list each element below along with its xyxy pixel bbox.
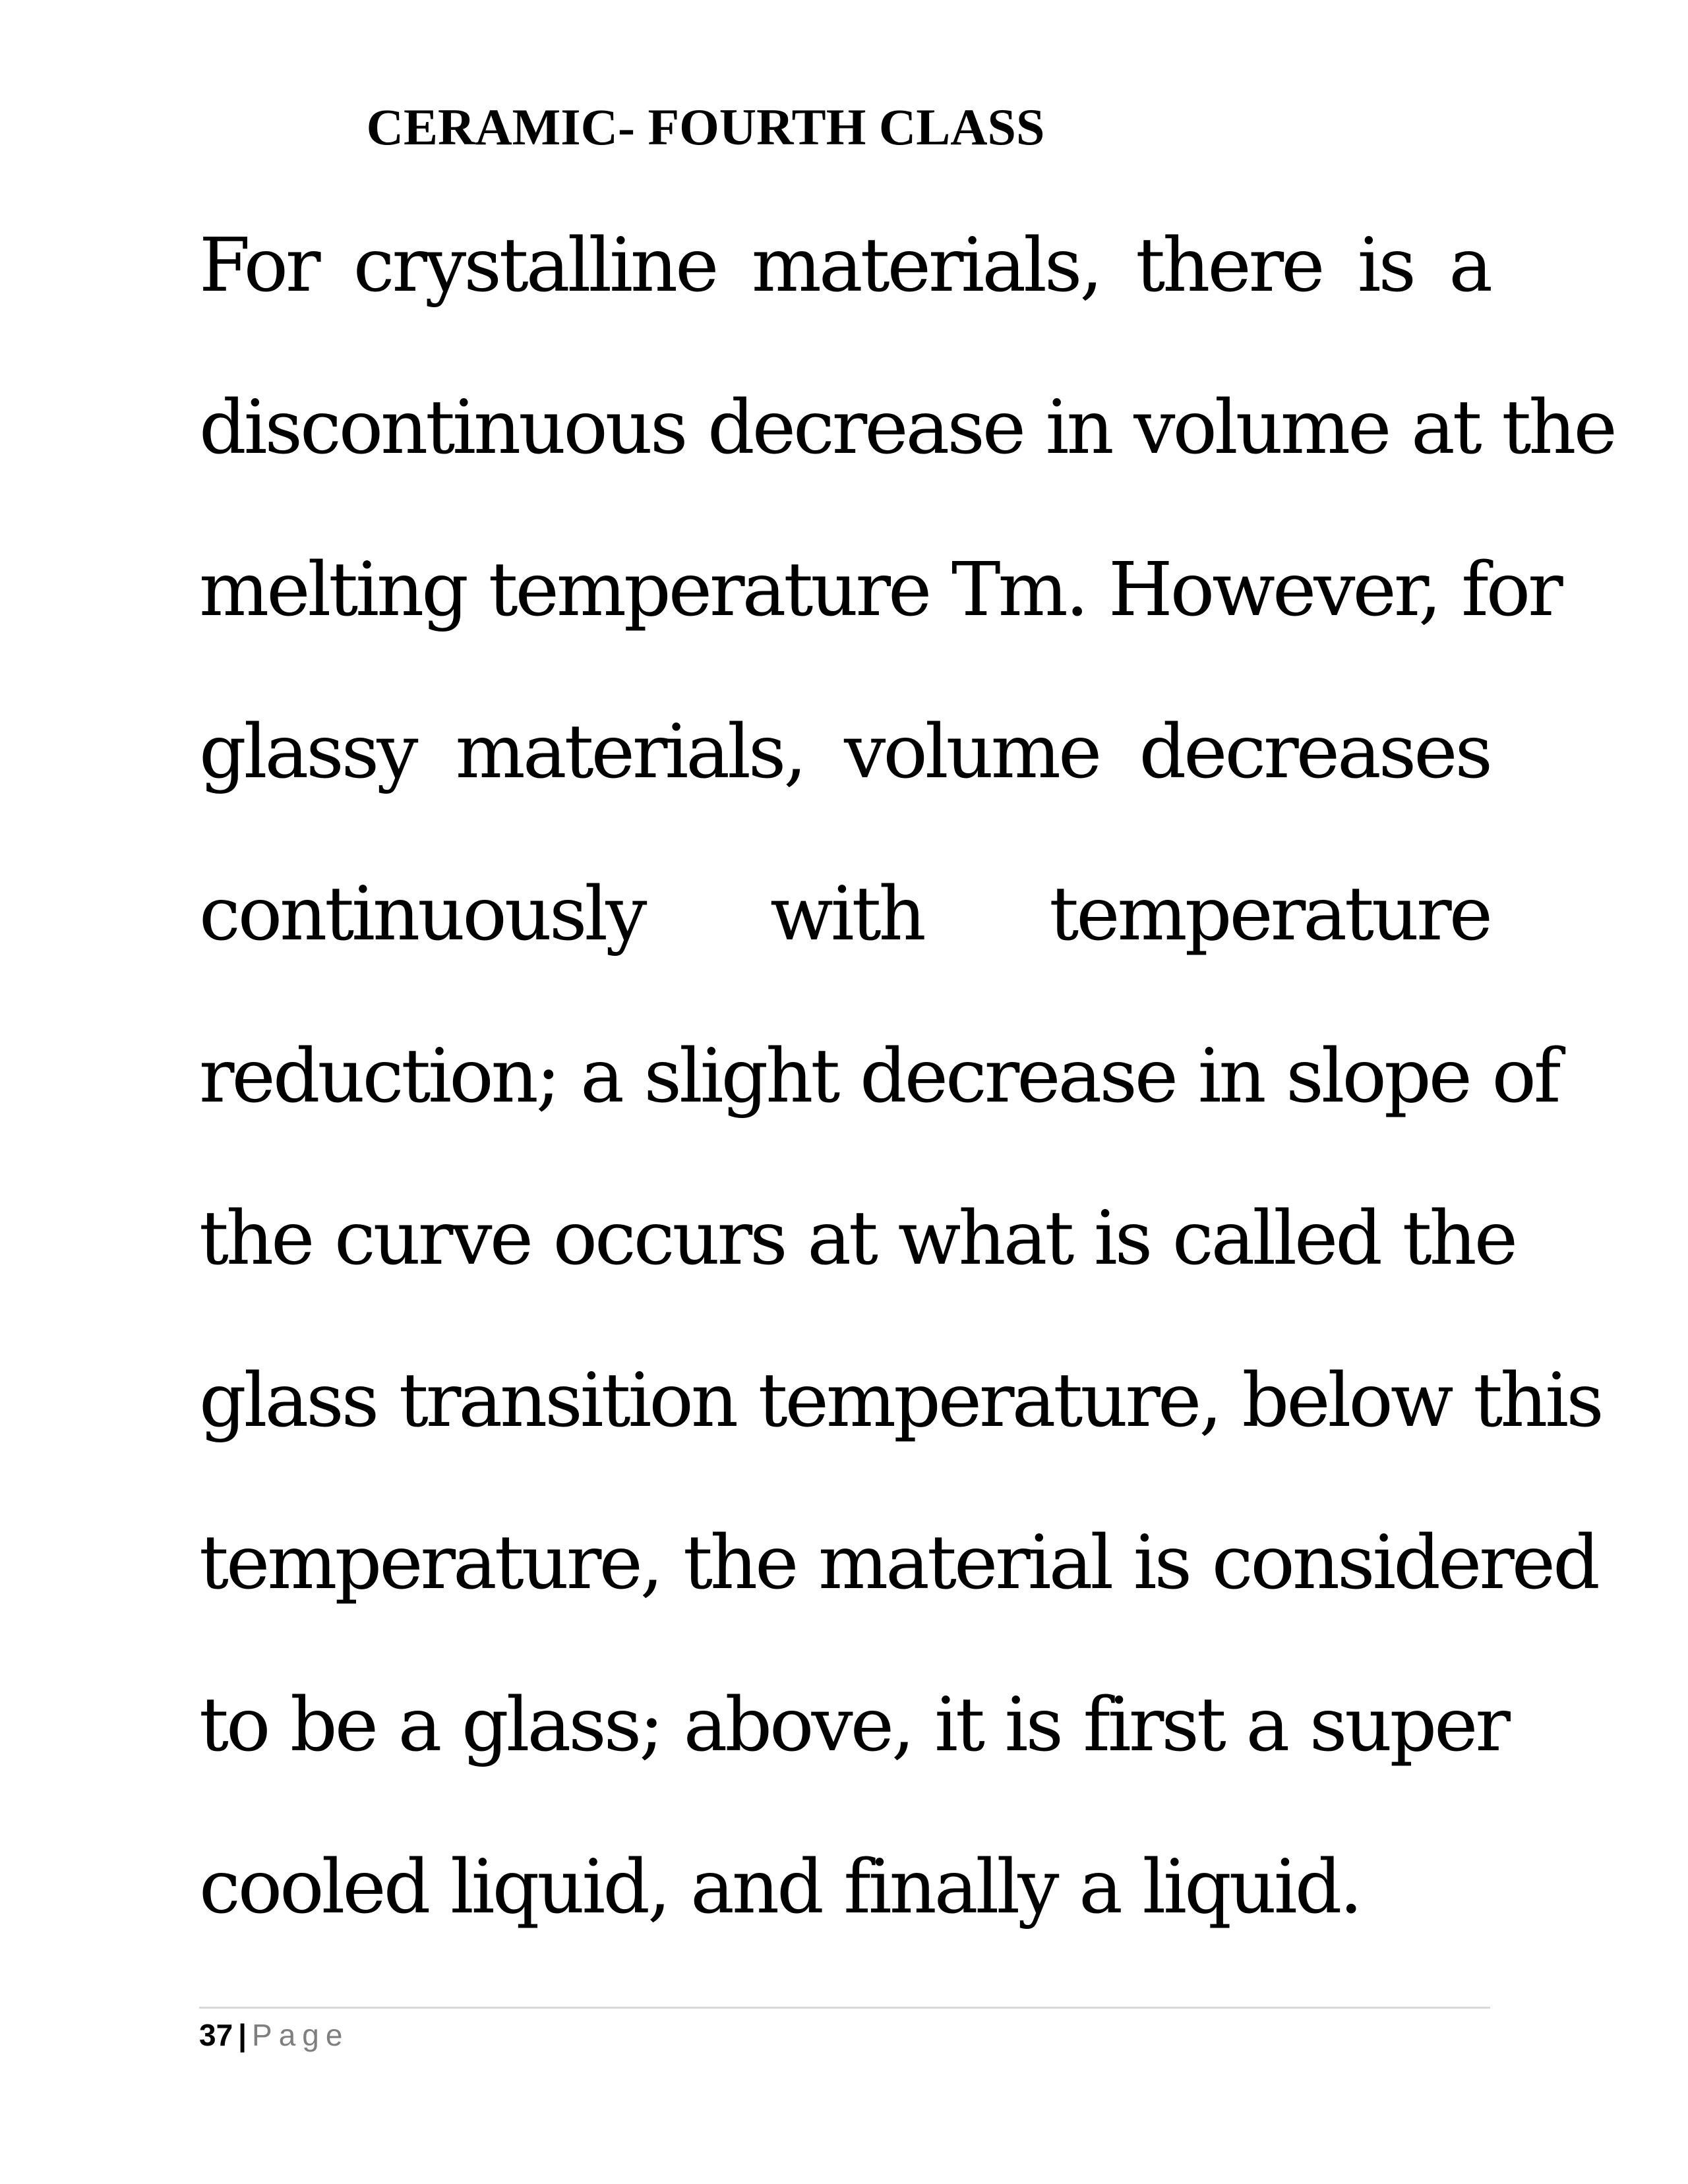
paragraph-line: melting temperature Tm. However, for <box>199 547 1561 633</box>
paragraph-line: continuously with temperature <box>199 871 1490 957</box>
paragraph-line: the curve occurs at what is called the <box>199 1196 1516 1282</box>
paragraph-line: to be a glass; above, it is first a super <box>199 1682 1508 1768</box>
page-footer <box>199 2012 349 2058</box>
paragraph-line: temperature, the material is considered <box>199 1520 1598 1606</box>
page-label: Page <box>252 2018 349 2052</box>
paragraph-line: discontinuous decrease in volume at the <box>199 385 1615 471</box>
page-header-title: CERAMIC- FOURTH CLASS <box>366 98 1045 156</box>
paragraph-line: glassy materials, volume decreases <box>199 709 1490 795</box>
paragraph-line: glass transition temperature, below this <box>199 1358 1602 1444</box>
page-number: 37 <box>199 2018 233 2052</box>
paragraph-line: reduction; a slight decrease in slope of <box>199 1034 1559 1119</box>
page-separator: | <box>238 2018 247 2052</box>
paragraph-line: cooled liquid, and finally a liquid. <box>199 1845 1361 1930</box>
footer-divider <box>199 2007 1490 2009</box>
body-paragraph <box>199 185 1615 1968</box>
paragraph-line: For crystalline materials, there is a <box>199 223 1490 309</box>
